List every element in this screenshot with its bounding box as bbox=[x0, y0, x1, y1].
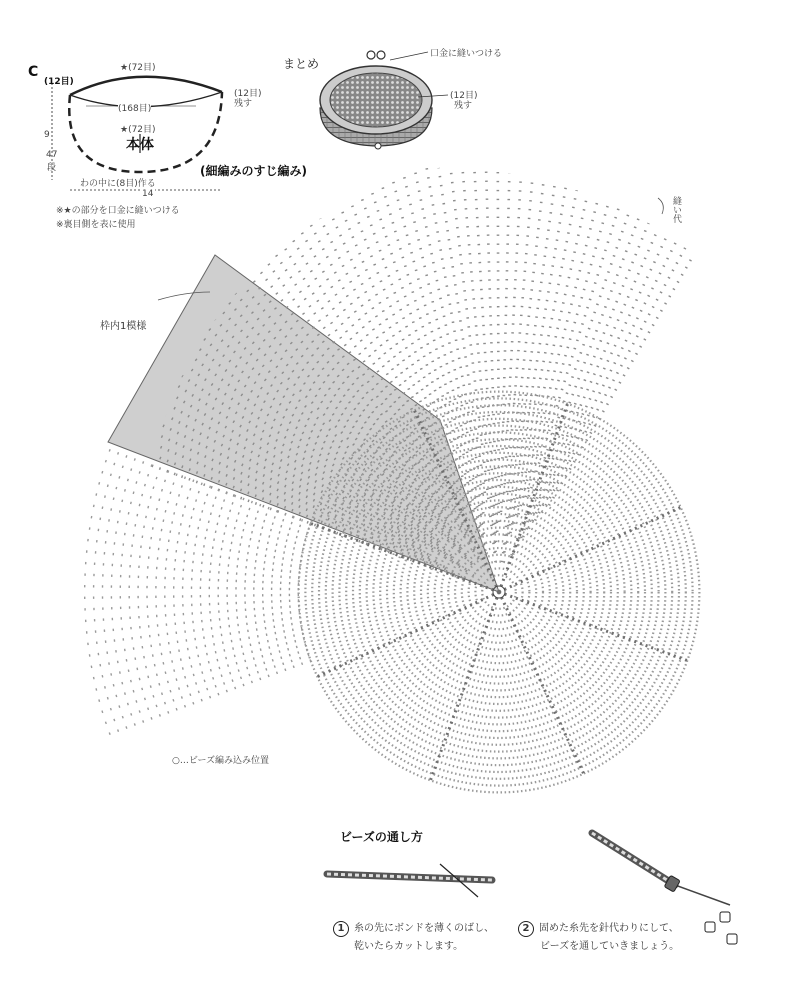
pattern-repeat-label: 枠内1模様 bbox=[100, 321, 147, 332]
seam-allowance-label: 縫い代 bbox=[671, 196, 681, 223]
stitches-right-count: (12目) bbox=[234, 89, 262, 99]
beading-title: ビーズの通し方 bbox=[340, 830, 423, 844]
sew-to-frame-label: 口金に縫いつける bbox=[430, 49, 503, 59]
step1-line1: 糸の先にボンドを薄くのばし、 bbox=[354, 923, 494, 934]
finish-title: まとめ bbox=[283, 57, 320, 71]
width-value: 14 bbox=[142, 189, 154, 199]
rows-number: 47 bbox=[46, 150, 58, 160]
height-value: 9 bbox=[44, 130, 50, 140]
step2-line1: 固めた糸先を針代わりにして、 bbox=[539, 923, 679, 934]
section-letter: C bbox=[28, 64, 39, 80]
start-note: わの中に(8目)作る bbox=[80, 179, 156, 189]
rim-stitch-count: (168目) bbox=[118, 101, 151, 114]
step1-text bbox=[333, 919, 494, 937]
step1-line2: 乾いたらカットします。 bbox=[354, 941, 464, 952]
stitch-type-label: (細編みのすじ編み) bbox=[200, 164, 307, 178]
star-top-count: ★(72目) bbox=[120, 63, 156, 73]
finish-remain-label: 残す bbox=[454, 101, 473, 111]
body-label: 本体 bbox=[126, 137, 154, 153]
stitches-left-count: (12目) bbox=[44, 77, 74, 87]
note-sew-frame: ※★の部分を口金に縫いつける bbox=[56, 206, 180, 216]
remain-right-label: 残す bbox=[234, 99, 253, 109]
finish-remain-count: (12目) bbox=[450, 91, 478, 101]
bead bbox=[705, 922, 715, 932]
bead-position-legend: ○…ビーズ編み込み位置 bbox=[172, 756, 270, 766]
cut-thread-illustration bbox=[327, 864, 492, 897]
rows-unit: 段 bbox=[47, 163, 57, 173]
step2-text bbox=[518, 919, 679, 937]
step2-number: 2 bbox=[518, 921, 534, 937]
bead bbox=[720, 912, 730, 922]
star-mid-count: ★(72目) bbox=[120, 125, 156, 135]
note-reverse-side: ※裏目側を表に使用 bbox=[56, 220, 136, 230]
bead bbox=[727, 934, 737, 944]
step1-number: 1 bbox=[333, 921, 349, 937]
step2-line2: ビーズを通していきましょう。 bbox=[540, 941, 680, 952]
